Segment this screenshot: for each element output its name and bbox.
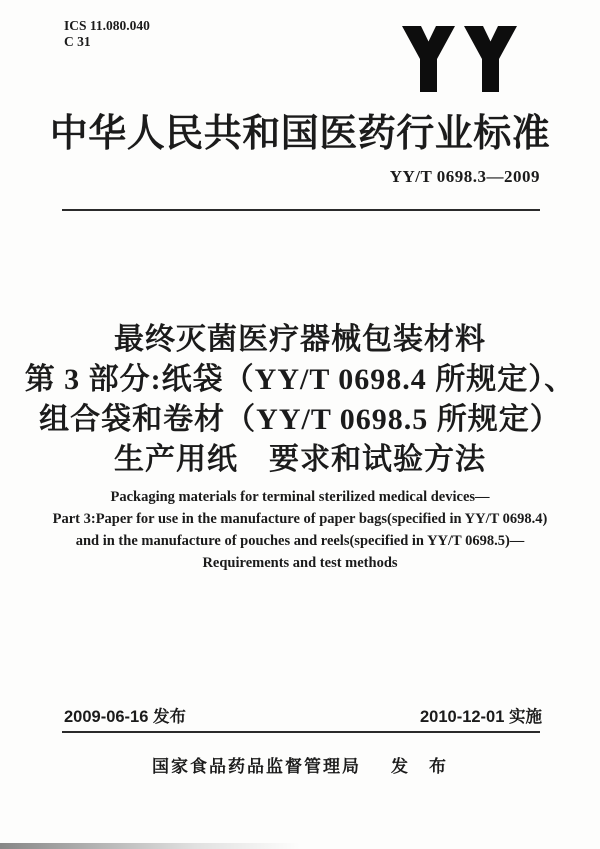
ics-classification bbox=[64, 18, 150, 50]
issuing-authority: 国家食品药品监督管理局 bbox=[152, 757, 361, 776]
issue-date: 2009-06-16 发布 bbox=[64, 708, 186, 726]
title-zh-line-1: 最终灭菌医疗器械包装材料 bbox=[114, 323, 486, 356]
date-row bbox=[64, 703, 542, 727]
standard-type-title: 中华人民共和国医药行业标准 bbox=[49, 113, 551, 155]
class-code: C 31 bbox=[64, 34, 91, 49]
title-en-line-2: Part 3:Paper for use in the manufacture of paper bags(specified in YY/T 0698.4) bbox=[52, 511, 548, 527]
issuing-authority-row bbox=[0, 752, 600, 777]
title-zh-line-3: 组合袋和卷材（YY/T 0698.5 所规定） bbox=[39, 403, 561, 436]
title-chinese bbox=[10, 320, 590, 480]
yy-logo-icon bbox=[402, 26, 518, 99]
title-english bbox=[28, 486, 572, 574]
title-en-line-1: Packaging materials for terminal sterilized medical devices— bbox=[110, 489, 490, 505]
title-zh-line-2: 第 3 部分:纸袋（YY/T 0698.4 所规定）、 bbox=[24, 363, 576, 396]
scan-shadow-artifact bbox=[0, 843, 300, 849]
standard-number: YY/T 0698.3—2009 bbox=[389, 167, 540, 186]
footer-rule bbox=[62, 731, 540, 733]
title-zh-line-4: 生产用纸 要求和试验方法 bbox=[114, 443, 486, 476]
title-en-line-4: Requirements and test methods bbox=[202, 555, 398, 571]
publish-label: 发 布 bbox=[391, 757, 448, 776]
implement-date: 2010-12-01 实施 bbox=[420, 708, 542, 726]
ics-code: ICS 11.080.040 bbox=[64, 18, 150, 33]
title-en-line-3: and in the manufacture of pouches and reels(specified in YY/T 0698.5)— bbox=[75, 533, 525, 549]
header-rule bbox=[62, 209, 540, 211]
